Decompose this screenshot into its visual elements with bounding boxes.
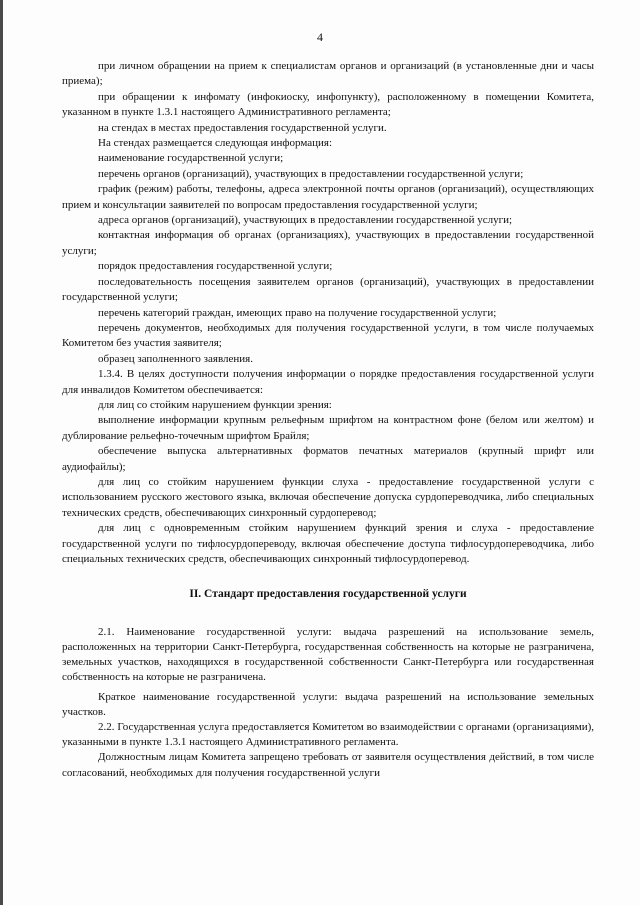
section-2-body <box>62 625 594 781</box>
paragraph: перечень органов (организаций), участвующих в предоставлении государственной услуги; <box>98 167 524 180</box>
paragraph: Должностным лицам Комитета запрещено требовать от заявителя осуществления действий, в том числе согласований, необходимых для получения государственной услуги <box>62 751 594 779</box>
paragraph: график (режим) работы, телефоны, адреса электронной почты органов (организаций), осуществляющих прием и консультации заявителей по вопросам предоставления государственной услуги; <box>62 183 594 211</box>
paragraph: для лиц с одновременным стойким нарушением функций зрения и слуха - предоставление государственной услуги по тифлосурдопереводу, включая обеспечение доступа тифлосурдопереводчика, либо специальных технических средств, обеспечивающих синхронный тифлосурдоперевод. <box>62 522 594 565</box>
paragraph: для лиц со стойким нарушением функции слуха - предоставление государственной услуги с использованием русского жестового языка, включая обеспечение допуска сурдопереводчика, либо специальных технических средств, обеспечивающих синхронный сурдоперевод; <box>62 475 594 519</box>
paragraph: обеспечение выпуска альтернативных форматов печатных материалов (крупный шрифт или аудиофайлы); <box>62 445 594 473</box>
paragraph: порядок предоставления государственной услуги; <box>98 260 333 273</box>
paragraph: на стендах в местах предоставления государственной услуги. <box>98 121 387 134</box>
paragraph: образец заполненного заявления. <box>98 352 253 365</box>
paragraph: для лиц со стойким нарушением функции зрения: <box>98 398 332 411</box>
scan-edge-shadow <box>0 0 3 905</box>
paragraph: 1.3.4. В целях доступности получения информации о порядке предоставления государственной услуги для инвалидов Комитетом обеспечивается: <box>62 368 594 396</box>
page-number: 4 <box>317 30 323 44</box>
paragraph: перечень документов, необходимых для получения государственной услуги, в том числе получаемых Комитетом без участия заявителя; <box>62 321 594 350</box>
paragraph: На стендах размещается следующая информация: <box>98 137 333 150</box>
document-body <box>62 59 594 781</box>
paragraph: последовательность посещения заявителем органов (организаций), участвующих в предоставлении государственной услуги; <box>62 275 594 304</box>
paragraph: Краткое наименование государственной услуги: выдача разрешений на использование земельных участков. <box>62 690 594 718</box>
paragraph: при личном обращении на прием к специалистам органов и организаций (в установленные дни и часы приема); <box>62 60 594 88</box>
section-heading: II. Стандарт предоставления государственной услуги <box>189 588 467 601</box>
paragraph: выполнение информации крупным рельефным шрифтом на контрастном фоне (белом или желтом) и дублирование рельефно-точечным шрифтом Брайля; <box>62 414 594 442</box>
paragraph: при обращении к инфомату (инфокиоску, инфопункту), расположенному в помещении Комитета, указанном в пункте 1.3.1 настоящего Административного регламента; <box>62 90 594 119</box>
paragraph: контактная информация об органах (организациях), участвующих в предоставлении государственной услуги; <box>62 229 594 257</box>
paragraph: наименование государственной услуги; <box>98 152 284 165</box>
paragraph: перечень категорий граждан, имеющих право на получение государственной услуги; <box>98 306 497 319</box>
paragraph: 2.2. Государственная услуга предоставляется Комитетом во взаимодействии с органами (организациями), указанными в пункте 1.3.1 настоящего Административного регламента. <box>62 721 594 749</box>
paragraph: 2.1. Наименование государственной услуги: выдача разрешений на использование земель, расположенных на территории Санкт-Петербурга, государственная собственность на которые не разграничена, земельных участков, находящихся в государственной собственности Санкт-Петербурга или государственная собственность на которые не разграничена. <box>62 625 594 684</box>
paragraph: адреса органов (организаций), участвующих в предоставлении государственной услуги; <box>98 214 513 227</box>
